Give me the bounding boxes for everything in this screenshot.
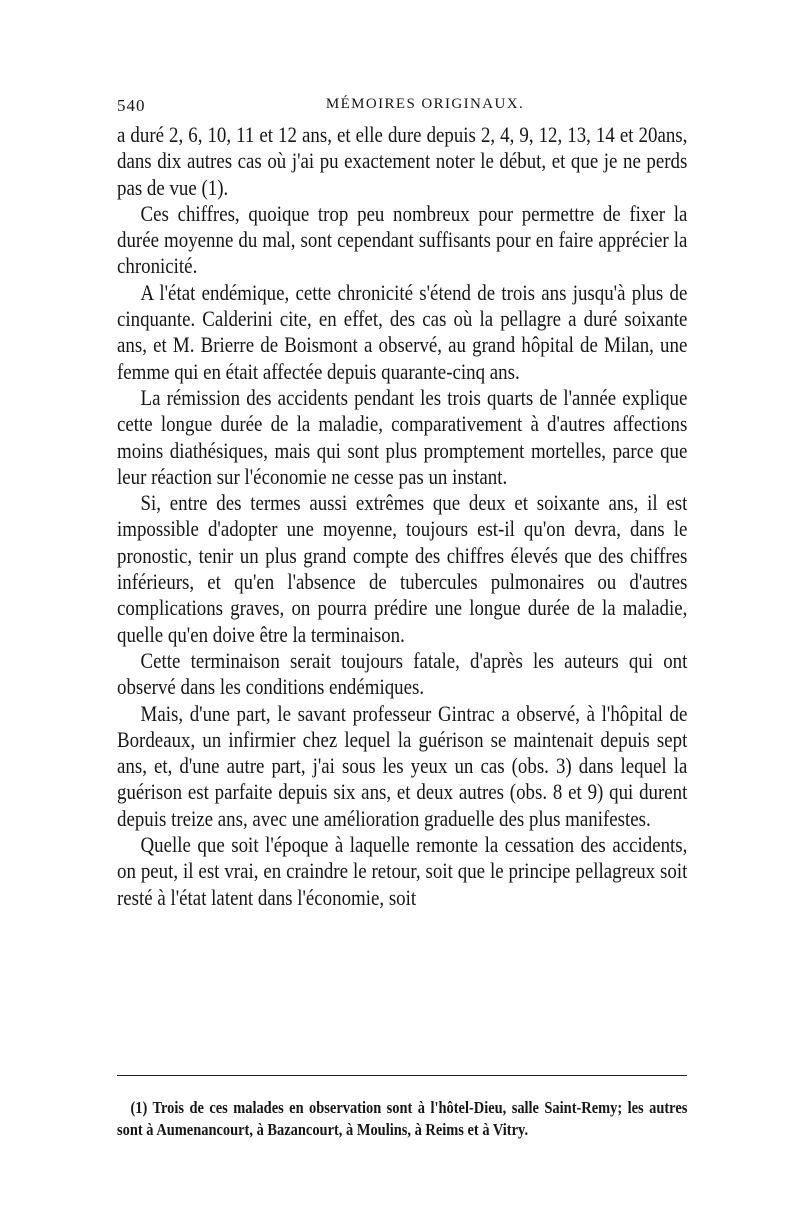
footnote bbox=[117, 1097, 687, 1141]
running-head bbox=[117, 96, 687, 120]
paragraph-continued: a duré 2, 6, 10, 11 et 12 ans, et elle dure depuis 2, 4, 9, 12, 13, 14 et 20ans, dans dix autres cas où j'ai pu exactement noter le début, et que je ne perds pas de vue (1). bbox=[117, 122, 688, 200]
running-title: MÉMOIRES ORIGINAUX. bbox=[325, 96, 525, 112]
footnote-text: (1) Trois de ces malades en observation sont à l'hôtel-Dieu, salle Saint-Remy; les autres sont à Aumenancourt, à Bazancourt, à Moulins, à Reims et à Vitry. bbox=[117, 1098, 688, 1139]
body-text bbox=[117, 122, 687, 911]
paragraph: A l'état endémique, cette chronicité s'étend de trois ans jusqu'à plus de cinquante. Calderini cite, en effet, des cas où la pellagre a duré soixante ans, et M. Brierre de Boismont a observé, au grand hôpital de Milan, une femme qui en était affectée depuis quarante-cinq ans. bbox=[117, 279, 688, 384]
paragraph: Cette terminaison serait toujours fatale, d'après les auteurs qui ont observé dans les conditions endémiques. bbox=[117, 647, 688, 700]
paragraph: Mais, d'une part, le savant professeur Gintrac a observé, à l'hôpital de Bordeaux, un infirmier chez lequel la guérison se maintenait depuis sept ans, et, d'une autre part, j'ai sous les yeux un cas (obs. 3) dans lequel la guérison est parfaite depuis six ans, et deux autres (obs. 8 et 9) qui durent depuis treize ans, avec une amélioration graduelle des plus manifestes. bbox=[117, 700, 688, 831]
paragraph: Si, entre des termes aussi extrêmes que deux et soixante ans, il est impossible d'adopter une moyenne, toujours est-il qu'on devra, dans le pronostic, tenir un plus grand compte des chiffres élevés que des chiffres inférieurs, et qu'en l'absence de tubercules pulmonaires ou d'autres complications graves, on pourra prédire une longue durée de la maladie, quelle qu'en doive être la terminaison. bbox=[117, 490, 688, 647]
paragraph: La rémission des accidents pendant les trois quarts de l'année explique cette longue durée de la maladie, comparativement à d'autres affections moins diathésiques, mais qui sont plus promptement mortelles, parce que leur réaction sur l'économie ne cesse pas un instant. bbox=[117, 384, 688, 489]
footnote-divider bbox=[117, 1075, 687, 1076]
paragraph: Quelle que soit l'époque à laquelle remonte la cessation des accidents, on peut, il est vrai, en craindre le retour, soit que le principe pellagreux soit resté à l'état latent dans l'économie, soit bbox=[117, 832, 688, 910]
page-number: 540 bbox=[117, 96, 146, 115]
paragraph: Ces chiffres, quoique trop peu nombreux pour permettre de fixer la durée moyenne du mal, sont cependant suffisants pour en faire apprécier la chronicité. bbox=[117, 200, 688, 279]
